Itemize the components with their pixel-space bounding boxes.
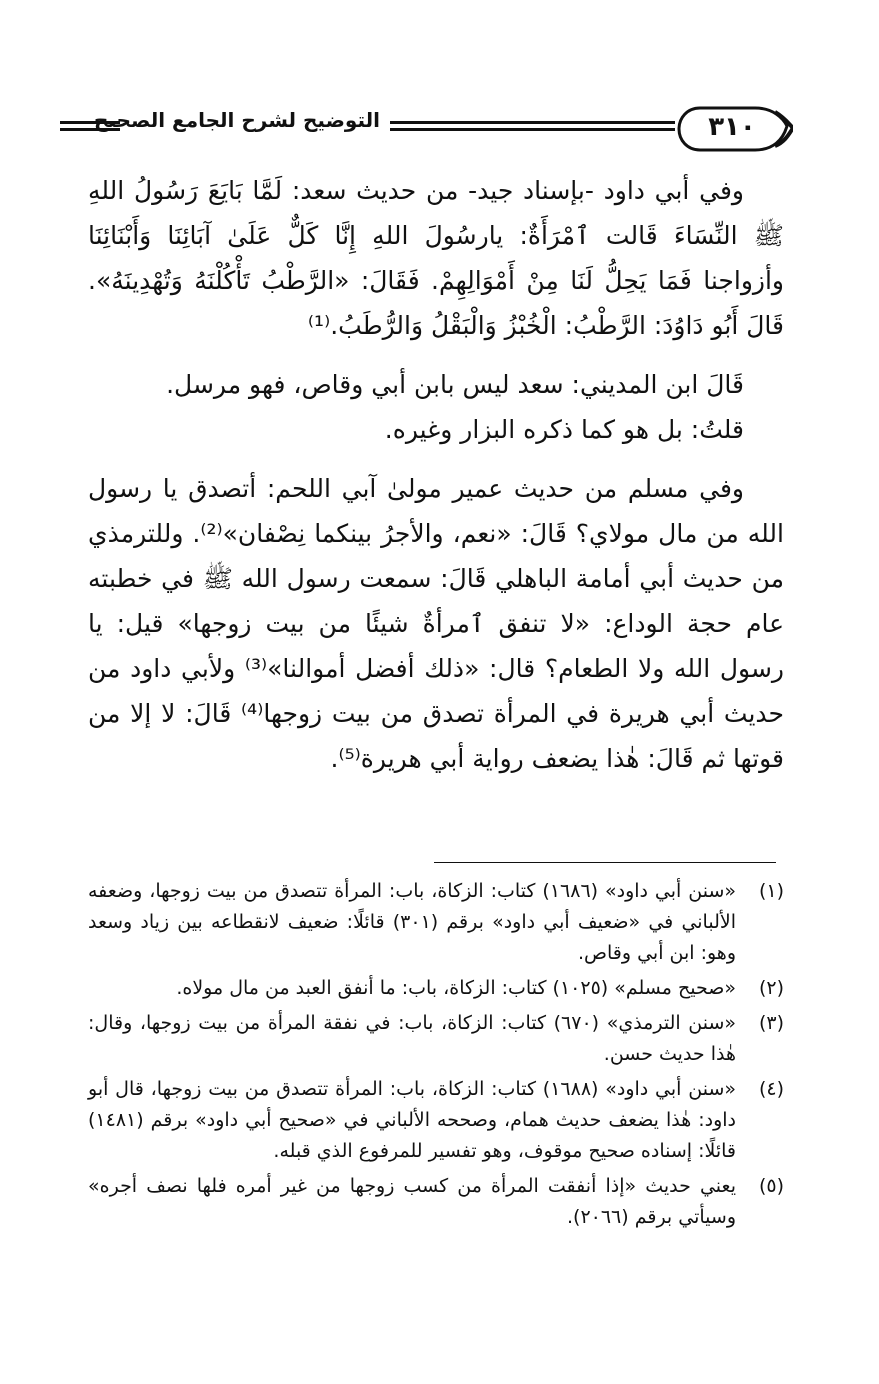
main-text xyxy=(88,168,784,781)
footnote-4 xyxy=(88,1074,784,1167)
footnote-number: (٥) xyxy=(758,1175,784,1197)
page-header xyxy=(60,100,783,162)
footnote-text: «سنن أبي داود» (١٦٨٦) كتاب: الزكاة، باب: المرأة تتصدق من بيت زوجها، وضعفه الألباني في «ضعيف أبي داود» برقم (٣٠١) قائلًا: ضعيف لانقطاعه بين زياد وسعد وهو: ابن أبي وقاص. xyxy=(88,880,737,964)
paragraph-3: قلتُ: بل هو كما ذكره البزار وغيره. xyxy=(384,415,744,444)
footnote-5 xyxy=(88,1171,784,1233)
footnote-3 xyxy=(88,1008,784,1070)
paragraph-1: وفي أبي داود -بإسناد جيد- من حديث سعد: لَمَّا بَايَعَ رَسُولُ اللهِ ﷺ النِّسَاءَ قَالت ٱمْرَأَةٌ: يارسُولَ اللهِ إِنَّا كَلٌّ عَلَىٰ آبَائِنَا وَأَبْنَائِنَا وأزواجنا فَمَا يَحِلُّ لَنَا مِنْ أَمْوَالِهِمْ. فَقَالَ: «الرَّطْبُ تَأْكُلْنَهُ وَتُهْدِينَهُ». قَالَ أَبُو دَاوُدَ: الرَّطْبُ: الْخُبْزُ وَالْبَقْلُ وَالرُّطَبُ.⁽¹⁾ xyxy=(88,176,784,340)
page-number-frame xyxy=(675,104,793,154)
header-rule-right xyxy=(390,121,675,135)
paragraph-4: وفي مسلم من حديث عمير مولىٰ آبي اللحم: أتصدق يا رسول الله من مال مولاي؟ قَالَ: «نعم، والأجرُ بينكما نِصْفان»⁽²⁾. وللترمذي من حديث أبي أمامة الباهلي قَالَ: سمعت رسول الله ﷺ في خطبته عام حجة الوداع: «لا تنفق ٱمرأةٌ شيئًا من بيت زوجها» قيل: يا رسول الله ولا الطعام؟ قال: «ذلك أفضل أموالنا»⁽³⁾ ولأبي داود من حديث أبي هريرة في المرأة تصدق من بيت زوجها⁽⁴⁾ قَالَ: لا إلا من قوتها ثم قَالَ: هٰذا يضعف رواية أبي هريرة⁽⁵⁾. xyxy=(88,474,784,773)
footnote-number: (٢) xyxy=(758,977,784,999)
footnote-number: (٤) xyxy=(758,1078,784,1100)
footnote-text: «صحيح مسلم» (١٠٢٥) كتاب: الزكاة، باب: ما أنفق العبد من مال مولاه. xyxy=(176,977,736,999)
footnote-text: «سنن الترمذي» (٦٧٠) كتاب: الزكاة، باب: في نفقة المرأة من بيت زوجها، وقال: هٰذا حديث حسن. xyxy=(88,1012,736,1065)
footnote-separator xyxy=(434,862,776,863)
footnotes xyxy=(88,876,784,1233)
footnote-text: «سنن أبي داود» (١٦٨٨) كتاب: الزكاة، باب: المرأة تتصدق من بيت زوجها، قال أبو داود: هٰذا يضعف حديث همام، وصححه الألباني في «صحيح أبي داود» برقم (١٤٨١) قائلًا: إسناده صحيح موقوف، وهو تفسير للمرفوع الذي قبله. xyxy=(88,1078,736,1162)
page-number: ٣١٠ xyxy=(708,112,756,142)
footnote-number: (٣) xyxy=(758,1012,784,1034)
footnote-number: (١) xyxy=(758,880,784,902)
paragraph-2: قَالَ ابن المديني: سعد ليس بابن أبي وقاص، فهو مرسل. xyxy=(166,370,744,399)
footnote-2 xyxy=(88,973,784,1004)
running-title: التوضيح لشرح الجامع الصحيح xyxy=(94,108,380,132)
footnote-1 xyxy=(88,876,784,969)
footnote-text: يعني حديث «إذا أنفقت المرأة من كسب زوجها من غير أمره فلها نصف أجره» وسيأتي برقم (٢٠٦٦). xyxy=(88,1175,736,1228)
